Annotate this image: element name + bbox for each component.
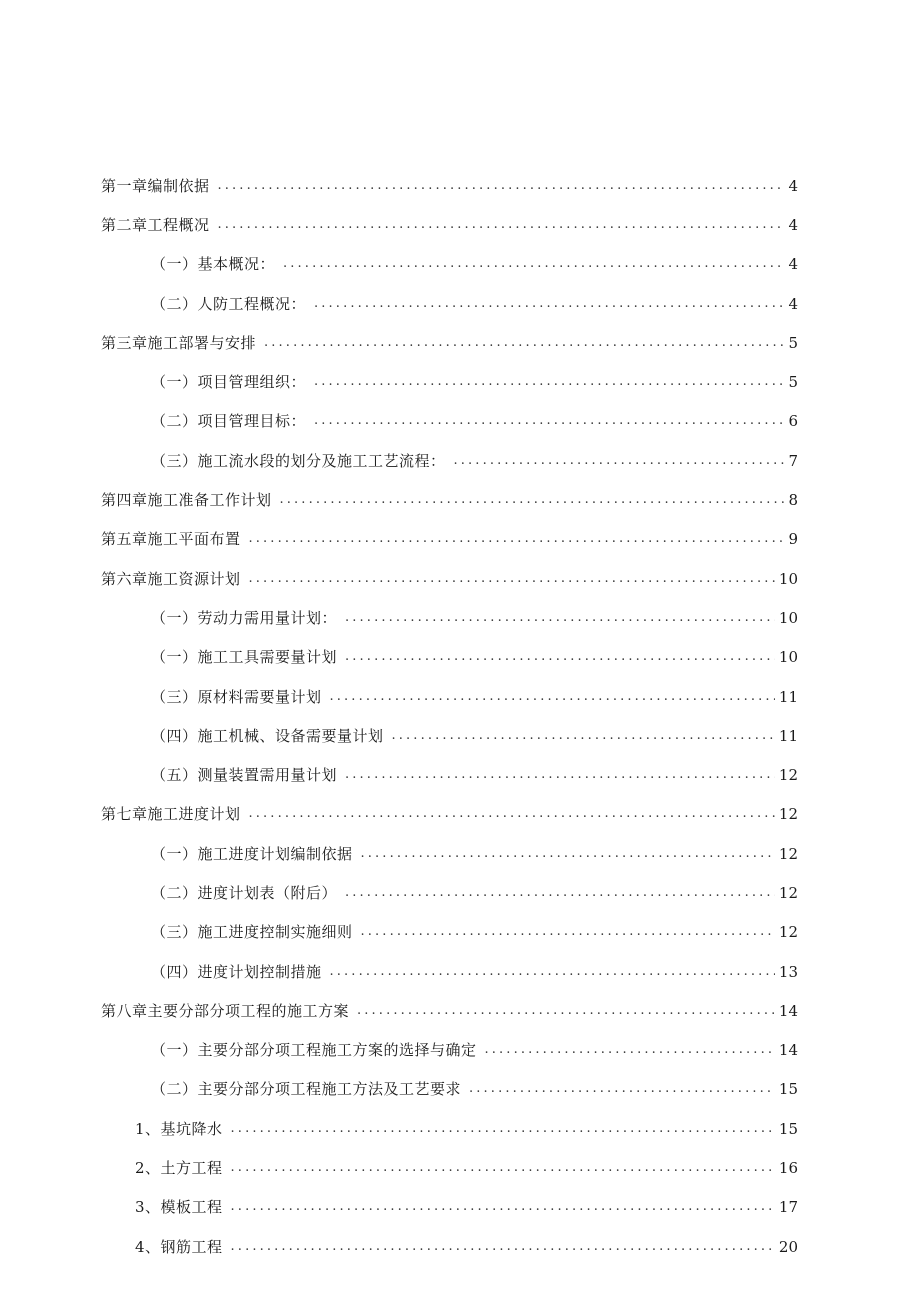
table-of-contents <box>101 166 798 1266</box>
toc-dot-leader <box>345 608 775 628</box>
toc-entry-title: 第三章施工部署与安排 <box>101 333 257 352</box>
toc-entry-title: 第七章施工进度计划 <box>101 805 241 824</box>
toc-entry-page-number: 13 <box>778 962 798 981</box>
toc-dot-leader <box>361 844 775 864</box>
toc-entry-title: 2、土方工程 <box>135 1159 223 1178</box>
toc-dot-leader <box>218 176 785 196</box>
toc-entry-page-number: 7 <box>788 451 798 470</box>
toc-entry-title: 第四章施工准备工作计划 <box>101 491 272 510</box>
toc-entry-page-number: 12 <box>778 805 798 824</box>
toc-entry-page-number: 17 <box>778 1198 798 1217</box>
toc-entry-page-number: 11 <box>778 726 798 745</box>
toc-entry[interactable] <box>101 1188 798 1227</box>
toc-entry-page-number: 15 <box>778 1080 798 1099</box>
toc-entry-title: （二）项目管理目标： <box>151 412 307 431</box>
toc-dot-leader <box>249 529 785 549</box>
toc-entry[interactable] <box>101 952 798 991</box>
toc-entry-title: 3、模板工程 <box>135 1198 223 1217</box>
toc-entry[interactable] <box>101 1070 798 1109</box>
toc-entry-title: 第五章施工平面布置 <box>101 530 241 549</box>
toc-entry-title: （五）测量装置需用量计划 <box>151 766 338 785</box>
toc-dot-leader <box>280 490 785 510</box>
toc-entry-title: （二）主要分部分项工程施工方法及工艺要求 <box>151 1080 462 1099</box>
toc-dot-leader <box>330 687 775 707</box>
toc-entry-page-number: 6 <box>788 412 798 431</box>
toc-dot-leader <box>231 1197 775 1217</box>
toc-entry-page-number: 10 <box>778 569 798 588</box>
toc-entry[interactable] <box>101 873 798 912</box>
toc-dot-leader <box>485 1040 775 1060</box>
toc-entry-page-number: 12 <box>778 766 798 785</box>
toc-entry-page-number: 12 <box>778 844 798 863</box>
toc-entry[interactable] <box>101 480 798 519</box>
toc-entry-title: （一）施工工具需要量计划 <box>151 648 338 667</box>
toc-entry-page-number: 9 <box>788 530 798 549</box>
toc-entry[interactable] <box>101 402 798 441</box>
toc-entry[interactable] <box>101 166 798 205</box>
toc-entry[interactable] <box>101 441 798 480</box>
toc-entry-title: （四）施工机械、设备需要量计划 <box>151 726 384 745</box>
toc-entry[interactable] <box>101 991 798 1030</box>
toc-entry-page-number: 20 <box>778 1237 798 1256</box>
toc-entry-title: （一）劳动力需用量计划： <box>151 608 338 627</box>
toc-dot-leader <box>231 1237 775 1257</box>
toc-entry-title: （一）基本概况： <box>151 255 276 274</box>
toc-entry-page-number: 10 <box>778 608 798 627</box>
toc-entry-page-number: 5 <box>788 333 798 352</box>
toc-entry-title: 第八章主要分部分项工程的施工方案 <box>101 1001 350 1020</box>
toc-entry-page-number: 14 <box>778 1001 798 1020</box>
toc-entry[interactable] <box>101 205 798 244</box>
toc-entry-title: （三）原材料需要量计划 <box>151 687 322 706</box>
toc-entry[interactable] <box>101 638 798 677</box>
toc-entry-title: （一）施工进度计划编制依据 <box>151 844 353 863</box>
toc-dot-leader <box>218 215 785 235</box>
toc-entry[interactable] <box>101 1227 798 1266</box>
toc-entry[interactable] <box>101 1109 798 1148</box>
toc-dot-leader <box>392 726 775 746</box>
toc-entry-title: （四）进度计划控制措施 <box>151 962 322 981</box>
toc-entry-page-number: 11 <box>778 687 798 706</box>
toc-entry-page-number: 8 <box>788 491 798 510</box>
toc-entry[interactable] <box>101 795 798 834</box>
toc-dot-leader <box>249 569 775 589</box>
toc-entry-page-number: 12 <box>778 883 798 902</box>
toc-dot-leader <box>345 765 775 785</box>
toc-entry-title: 第一章编制依据 <box>101 176 210 195</box>
toc-entry-page-number: 4 <box>788 255 798 274</box>
toc-entry[interactable] <box>101 1031 798 1070</box>
toc-entry-page-number: 15 <box>778 1119 798 1138</box>
toc-dot-leader <box>231 1119 775 1139</box>
toc-entry-page-number: 16 <box>778 1159 798 1178</box>
toc-entry[interactable] <box>101 284 798 323</box>
toc-dot-leader <box>345 647 775 667</box>
toc-entry[interactable] <box>101 245 798 284</box>
toc-entry-page-number: 5 <box>788 373 798 392</box>
toc-dot-leader <box>469 1079 775 1099</box>
toc-entry[interactable] <box>101 834 798 873</box>
toc-entry[interactable] <box>101 716 798 755</box>
toc-dot-leader <box>357 1001 775 1021</box>
toc-entry[interactable] <box>101 559 798 598</box>
toc-entry[interactable] <box>101 1148 798 1187</box>
toc-dot-leader <box>314 294 784 314</box>
toc-entry-title: （二）进度计划表（附后） <box>151 883 338 902</box>
toc-entry-title: 第二章工程概况 <box>101 215 210 234</box>
toc-entry-title: （三）施工进度控制实施细则 <box>151 923 353 942</box>
toc-dot-leader <box>231 1158 775 1178</box>
toc-entry[interactable] <box>101 598 798 637</box>
toc-dot-leader <box>314 411 784 431</box>
toc-entry-page-number: 4 <box>788 294 798 313</box>
toc-entry[interactable] <box>101 677 798 716</box>
toc-dot-leader <box>314 372 784 392</box>
toc-entry-title: （三）施工流水段的划分及施工工艺流程： <box>151 451 446 470</box>
toc-dot-leader <box>264 333 784 353</box>
toc-entry[interactable] <box>101 520 798 559</box>
toc-entry-title: 4、钢筋工程 <box>135 1237 223 1256</box>
toc-dot-leader <box>454 451 785 471</box>
toc-entry-page-number: 14 <box>778 1041 798 1060</box>
toc-entry-page-number: 10 <box>778 648 798 667</box>
toc-entry-page-number: 4 <box>788 176 798 195</box>
toc-dot-leader <box>283 254 784 274</box>
toc-entry[interactable] <box>101 913 798 952</box>
toc-entry-title: （二）人防工程概况： <box>151 294 307 313</box>
toc-dot-leader <box>330 962 775 982</box>
toc-entry-title: （一）主要分部分项工程施工方案的选择与确定 <box>151 1041 477 1060</box>
toc-entry-page-number: 12 <box>778 923 798 942</box>
toc-entry[interactable] <box>101 755 798 794</box>
toc-entry-title: 第六章施工资源计划 <box>101 569 241 588</box>
toc-entry-title: （一）项目管理组织： <box>151 373 307 392</box>
toc-entry-title: 1、基坑降水 <box>135 1119 223 1138</box>
toc-entry[interactable] <box>101 362 798 401</box>
toc-dot-leader <box>249 804 775 824</box>
toc-entry[interactable] <box>101 323 798 362</box>
toc-entry-page-number: 4 <box>788 215 798 234</box>
toc-dot-leader <box>361 922 775 942</box>
toc-dot-leader <box>345 883 775 903</box>
